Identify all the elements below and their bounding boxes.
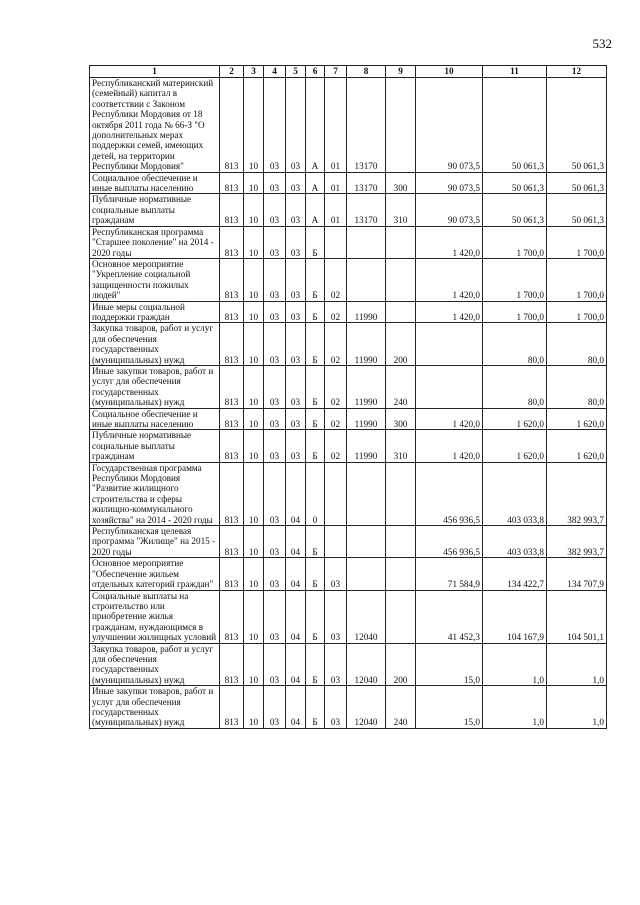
cell-subsection: 03 (264, 590, 286, 643)
budget-table (89, 65, 607, 729)
cell-program: 04 (286, 643, 306, 686)
cell-direction: 12040 (347, 643, 386, 686)
row-name-cell: Иные закупки товаров, работ и услуг для обеспечения государственных (муниципальных) нужд (90, 365, 220, 408)
table-row (90, 301, 607, 323)
cell-amount-year-1: 456 936,5 (416, 526, 483, 558)
cell-amount-year-2: 104 167,9 (483, 590, 547, 643)
cell-expense-type: 310 (386, 430, 416, 462)
cell-main-event (325, 526, 347, 558)
cell-amount-year-3: 382 993,7 (547, 462, 607, 525)
cell-amount-year-3: 50 061,3 (547, 78, 607, 173)
cell-amount-year-3: 50 061,3 (547, 172, 607, 194)
cell-amount-year-2: 1 620,0 (483, 430, 547, 462)
cell-admin-code: 813 (220, 462, 244, 525)
cell-amount-year-2: 80,0 (483, 323, 547, 366)
cell-admin-code: 813 (220, 301, 244, 323)
cell-program: 03 (286, 78, 306, 173)
page-number: 532 (592, 36, 612, 51)
cell-main-event: 02 (325, 258, 347, 301)
row-name-cell: Основное мероприятие "Обеспечение жильем отдельных категорий граждан" (90, 558, 220, 590)
cell-expense-type (386, 258, 416, 301)
cell-amount-year-2: 50 061,3 (483, 78, 547, 173)
header-cell: 1 (90, 66, 220, 78)
cell-amount-year-3: 382 993,7 (547, 526, 607, 558)
cell-amount-year-2: 1 700,0 (483, 226, 547, 258)
row-name-cell: Публичные нормативные социальные выплаты гражданам (90, 430, 220, 462)
cell-expense-type: 300 (386, 408, 416, 430)
cell-amount-year-1 (416, 323, 483, 366)
cell-amount-year-1: 71 584,9 (416, 558, 483, 590)
table-body (90, 78, 607, 729)
cell-expense-type (386, 301, 416, 323)
cell-subprogram: Б (306, 686, 325, 729)
cell-main-event: 03 (325, 686, 347, 729)
cell-expense-type: 240 (386, 686, 416, 729)
cell-amount-year-2: 50 061,3 (483, 194, 547, 226)
cell-program: 04 (286, 558, 306, 590)
header-cell: 6 (306, 66, 325, 78)
cell-amount-year-2: 80,0 (483, 365, 547, 408)
cell-subprogram: Б (306, 301, 325, 323)
table-row (90, 78, 607, 173)
cell-amount-year-3: 134 707,9 (547, 558, 607, 590)
cell-main-event: 03 (325, 643, 347, 686)
cell-direction: 13170 (347, 194, 386, 226)
cell-amount-year-3: 1 700,0 (547, 258, 607, 301)
cell-admin-code: 813 (220, 172, 244, 194)
cell-expense-type (386, 526, 416, 558)
cell-admin-code: 813 (220, 590, 244, 643)
cell-program: 03 (286, 430, 306, 462)
cell-amount-year-2: 1 700,0 (483, 301, 547, 323)
cell-expense-type: 200 (386, 323, 416, 366)
cell-admin-code: 813 (220, 258, 244, 301)
cell-amount-year-1: 1 420,0 (416, 430, 483, 462)
cell-amount-year-3: 50 061,3 (547, 194, 607, 226)
cell-amount-year-2: 1,0 (483, 643, 547, 686)
cell-direction: 12040 (347, 686, 386, 729)
cell-expense-type (386, 462, 416, 525)
header-cell: 8 (347, 66, 386, 78)
cell-expense-type: 200 (386, 643, 416, 686)
header-cell: 4 (264, 66, 286, 78)
table-row (90, 408, 607, 430)
table-row (90, 526, 607, 558)
table-row (90, 686, 607, 729)
cell-amount-year-1: 90 073,5 (416, 172, 483, 194)
header-cell: 9 (386, 66, 416, 78)
cell-main-event: 02 (325, 365, 347, 408)
cell-program: 04 (286, 526, 306, 558)
cell-subprogram: А (306, 172, 325, 194)
table-row (90, 590, 607, 643)
cell-amount-year-2: 403 033,8 (483, 462, 547, 525)
cell-program: 03 (286, 172, 306, 194)
cell-section: 10 (244, 686, 264, 729)
cell-direction: 11990 (347, 408, 386, 430)
cell-program: 03 (286, 226, 306, 258)
cell-section: 10 (244, 78, 264, 173)
cell-amount-year-3: 1 620,0 (547, 408, 607, 430)
cell-amount-year-2: 1,0 (483, 686, 547, 729)
cell-expense-type: 310 (386, 194, 416, 226)
cell-main-event (325, 462, 347, 525)
table-row (90, 226, 607, 258)
cell-section: 10 (244, 194, 264, 226)
cell-direction (347, 226, 386, 258)
cell-program: 04 (286, 462, 306, 525)
cell-admin-code: 813 (220, 686, 244, 729)
cell-amount-year-3: 1,0 (547, 686, 607, 729)
cell-direction (347, 258, 386, 301)
row-name-cell: Республиканская целевая программа "Жилище" на 2015 - 2020 годы (90, 526, 220, 558)
cell-amount-year-1: 15,0 (416, 686, 483, 729)
cell-admin-code: 813 (220, 526, 244, 558)
cell-main-event: 02 (325, 408, 347, 430)
cell-section: 10 (244, 301, 264, 323)
cell-subsection: 03 (264, 194, 286, 226)
row-name-cell: Социальные выплаты на строительство или приобретение жилья гражданам, нуждающимся в улучшении жилищных условий (90, 590, 220, 643)
cell-program: 03 (286, 194, 306, 226)
cell-subsection: 03 (264, 323, 286, 366)
row-name-cell: Основное мероприятие "Укрепление социальной защищенности пожилых людей" (90, 258, 220, 301)
cell-subprogram: А (306, 78, 325, 173)
cell-subprogram: Б (306, 643, 325, 686)
cell-program: 03 (286, 301, 306, 323)
cell-section: 10 (244, 526, 264, 558)
cell-expense-type (386, 226, 416, 258)
row-name-cell: Республиканская программа "Старшее поколение" на 2014 - 2020 годы (90, 226, 220, 258)
cell-direction: 13170 (347, 172, 386, 194)
cell-direction (347, 462, 386, 525)
cell-program: 03 (286, 408, 306, 430)
cell-amount-year-3: 104 501,1 (547, 590, 607, 643)
cell-amount-year-1 (416, 365, 483, 408)
cell-subprogram: Б (306, 365, 325, 408)
table-row (90, 462, 607, 525)
table-row (90, 643, 607, 686)
cell-subprogram: Б (306, 430, 325, 462)
cell-direction: 11990 (347, 301, 386, 323)
cell-main-event: 01 (325, 194, 347, 226)
cell-direction (347, 526, 386, 558)
cell-admin-code: 813 (220, 78, 244, 173)
cell-admin-code: 813 (220, 226, 244, 258)
cell-subsection: 03 (264, 558, 286, 590)
header-cell: 2 (220, 66, 244, 78)
cell-admin-code: 813 (220, 323, 244, 366)
cell-subprogram: А (306, 194, 325, 226)
cell-admin-code: 813 (220, 430, 244, 462)
cell-expense-type (386, 590, 416, 643)
header-cell: 5 (286, 66, 306, 78)
cell-main-event: 01 (325, 172, 347, 194)
cell-amount-year-3: 80,0 (547, 323, 607, 366)
cell-main-event (325, 226, 347, 258)
cell-main-event: 02 (325, 430, 347, 462)
cell-subsection: 03 (264, 430, 286, 462)
cell-amount-year-1: 90 073,5 (416, 194, 483, 226)
cell-program: 04 (286, 686, 306, 729)
header-cell: 12 (547, 66, 607, 78)
cell-amount-year-1: 41 452,3 (416, 590, 483, 643)
header-cell: 3 (244, 66, 264, 78)
cell-amount-year-2: 1 700,0 (483, 258, 547, 301)
cell-section: 10 (244, 323, 264, 366)
cell-expense-type (386, 78, 416, 173)
header-cell: 7 (325, 66, 347, 78)
cell-section: 10 (244, 430, 264, 462)
cell-amount-year-1: 15,0 (416, 643, 483, 686)
cell-section: 10 (244, 408, 264, 430)
cell-amount-year-1: 90 073,5 (416, 78, 483, 173)
cell-amount-year-2: 1 620,0 (483, 408, 547, 430)
row-name-cell: Иные меры социальной поддержки граждан (90, 301, 220, 323)
cell-direction: 13170 (347, 78, 386, 173)
cell-subsection: 03 (264, 462, 286, 525)
cell-subsection: 03 (264, 258, 286, 301)
cell-amount-year-1: 1 420,0 (416, 258, 483, 301)
cell-section: 10 (244, 258, 264, 301)
cell-amount-year-3: 1 700,0 (547, 301, 607, 323)
cell-amount-year-1: 1 420,0 (416, 408, 483, 430)
cell-direction: 11990 (347, 365, 386, 408)
cell-subprogram: Б (306, 323, 325, 366)
cell-section: 10 (244, 590, 264, 643)
cell-program: 04 (286, 590, 306, 643)
cell-subsection: 03 (264, 365, 286, 408)
cell-amount-year-1: 1 420,0 (416, 301, 483, 323)
cell-admin-code: 813 (220, 408, 244, 430)
cell-amount-year-3: 1 700,0 (547, 226, 607, 258)
cell-section: 10 (244, 643, 264, 686)
cell-amount-year-1: 456 936,5 (416, 462, 483, 525)
cell-amount-year-3: 1,0 (547, 643, 607, 686)
cell-direction: 12040 (347, 590, 386, 643)
cell-expense-type (386, 558, 416, 590)
cell-subsection: 03 (264, 408, 286, 430)
cell-amount-year-2: 50 061,3 (483, 172, 547, 194)
row-name-cell: Социальное обеспечение и иные выплаты населению (90, 172, 220, 194)
cell-direction (347, 558, 386, 590)
cell-section: 10 (244, 172, 264, 194)
cell-main-event: 03 (325, 590, 347, 643)
cell-direction: 11990 (347, 323, 386, 366)
cell-subprogram: Б (306, 408, 325, 430)
cell-subsection: 03 (264, 172, 286, 194)
row-name-cell: Государственная программа Республики Мордовия "Развитие жилищного строительства и сферы жилищно-коммунального хозяйства" на 2014 - 2020 годы (90, 462, 220, 525)
cell-expense-type: 300 (386, 172, 416, 194)
cell-direction: 11990 (347, 430, 386, 462)
row-name-cell: Иные закупки товаров, работ и услуг для обеспечения государственных (муниципальных) нужд (90, 686, 220, 729)
table-row (90, 430, 607, 462)
cell-main-event: 02 (325, 301, 347, 323)
row-name-cell: Республиканский материнский (семейный) капитал в соответствии с Законом Республики Мордовия от 18 октября 2011 года № 66-З "О дополнительных мерах поддержки семей, имеющих детей, на территории Республики Мордовия" (90, 78, 220, 173)
header-cell: 11 (483, 66, 547, 78)
table-row (90, 258, 607, 301)
cell-amount-year-2: 403 033,8 (483, 526, 547, 558)
cell-amount-year-1: 1 420,0 (416, 226, 483, 258)
cell-main-event: 02 (325, 323, 347, 366)
row-name-cell: Социальное обеспечение и иные выплаты населению (90, 408, 220, 430)
cell-subprogram: Б (306, 258, 325, 301)
cell-subsection: 03 (264, 686, 286, 729)
cell-subsection: 03 (264, 643, 286, 686)
cell-admin-code: 813 (220, 365, 244, 408)
cell-subsection: 03 (264, 78, 286, 173)
table-row (90, 323, 607, 366)
table-row (90, 172, 607, 194)
cell-subprogram: Б (306, 558, 325, 590)
cell-expense-type: 240 (386, 365, 416, 408)
row-name-cell: Публичные нормативные социальные выплаты гражданам (90, 194, 220, 226)
cell-program: 03 (286, 365, 306, 408)
cell-program: 03 (286, 323, 306, 366)
cell-section: 10 (244, 365, 264, 408)
table-row (90, 558, 607, 590)
cell-subsection: 03 (264, 226, 286, 258)
cell-subsection: 03 (264, 301, 286, 323)
table-row (90, 365, 607, 408)
cell-subprogram: Б (306, 590, 325, 643)
cell-amount-year-3: 1 620,0 (547, 430, 607, 462)
row-name-cell: Закупка товаров, работ и услуг для обеспечения государственных (муниципальных) нужд (90, 643, 220, 686)
cell-subprogram: Б (306, 526, 325, 558)
cell-program: 03 (286, 258, 306, 301)
cell-admin-code: 813 (220, 643, 244, 686)
cell-subprogram: 0 (306, 462, 325, 525)
cell-section: 10 (244, 226, 264, 258)
header-cell: 10 (416, 66, 483, 78)
cell-amount-year-3: 80,0 (547, 365, 607, 408)
table-row (90, 194, 607, 226)
cell-subsection: 03 (264, 526, 286, 558)
cell-main-event: 03 (325, 558, 347, 590)
table-header-row (90, 66, 607, 78)
cell-section: 10 (244, 558, 264, 590)
cell-subprogram: Б (306, 226, 325, 258)
cell-amount-year-2: 134 422,7 (483, 558, 547, 590)
cell-admin-code: 813 (220, 558, 244, 590)
cell-main-event: 01 (325, 78, 347, 173)
cell-section: 10 (244, 462, 264, 525)
cell-admin-code: 813 (220, 194, 244, 226)
row-name-cell: Закупка товаров, работ и услуг для обеспечения государственных (муниципальных) нужд (90, 323, 220, 366)
